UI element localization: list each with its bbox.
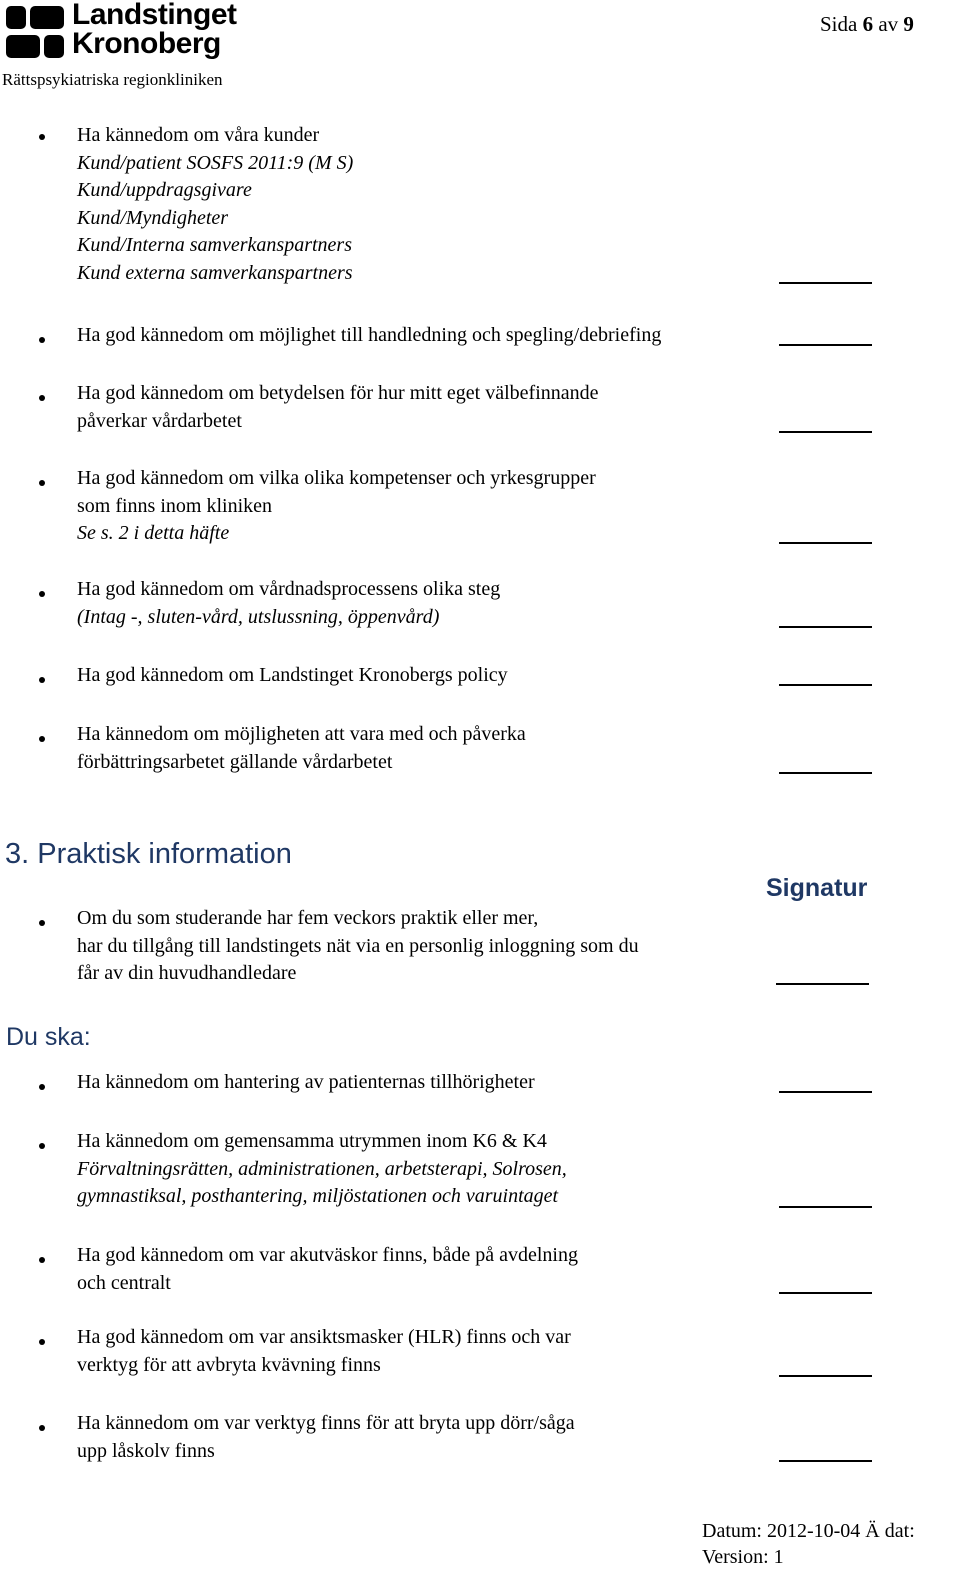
- bullet-icon: [39, 736, 45, 742]
- item-text: och centralt: [77, 1271, 171, 1294]
- page-number: [820, 12, 914, 37]
- bullet-icon: [39, 1257, 45, 1263]
- bullet-icon: [39, 1425, 45, 1431]
- signature-line: [779, 772, 872, 774]
- signature-line: [779, 626, 872, 628]
- item-text: Om du som studerande har fem veckors praktik eller mer,: [77, 907, 539, 929]
- item-detail: Förvaltningsrätten, administrationen, arbetsterapi, Solrosen,: [77, 1157, 567, 1180]
- item-text: Ha kännedom om var verktyg finns för att bryta upp dörr/såga: [77, 1412, 575, 1434]
- bullet-icon: [39, 480, 45, 486]
- item-text: Ha god kännedom om var ansiktsmasker (HLR) finns och var: [77, 1326, 571, 1348]
- item-text: Ha god kännedom om vårdnadsprocessens olika steg: [77, 578, 501, 600]
- list-item: [77, 1128, 567, 1211]
- item-detail: Kund externa samverkanspartners: [77, 261, 353, 284]
- bullet-icon: [39, 337, 45, 343]
- item-text: upp låskolv finns: [77, 1439, 215, 1462]
- bullet-icon: [39, 395, 45, 401]
- bullet-icon: [39, 920, 45, 926]
- clinic-name: Rättspsykiatriska regionkliniken: [2, 70, 223, 89]
- signature-line: [779, 1460, 872, 1462]
- list-item: [77, 662, 508, 690]
- item-text: har du tillgång till landstingets nät via en personlig inloggning som du: [77, 934, 639, 957]
- item-detail: Se s. 2 i detta häfte: [77, 522, 230, 544]
- signature-line: [779, 431, 872, 433]
- page-prefix: Sida: [820, 12, 858, 36]
- bullet-icon: [39, 677, 45, 683]
- item-text: Ha kännedom om våra kunder: [77, 124, 320, 146]
- signature-column-label: Signatur: [766, 874, 868, 902]
- signature-line: [779, 1206, 872, 1208]
- subheading: Du ska:: [6, 1023, 91, 1051]
- page-total: 9: [903, 12, 914, 36]
- logo-line1: Landstinget: [72, 0, 237, 31]
- section-heading: 3. Praktisk information: [5, 838, 292, 870]
- item-text: Ha god kännedom om var akutväskor finns, både på avdelning: [77, 1244, 578, 1266]
- signature-line: [779, 282, 872, 284]
- list-item: [77, 905, 639, 988]
- landstinget-kronoberg-logo: [6, 0, 256, 64]
- item-text: verktyg för att avbryta kvävning finns: [77, 1353, 381, 1376]
- list-item: [77, 1324, 571, 1379]
- bullet-icon: [39, 1143, 45, 1149]
- list-item: [77, 1242, 578, 1297]
- signature-line: [779, 542, 872, 544]
- bullet-icon: [39, 1084, 45, 1090]
- item-text: Ha kännedom om möjligheten att vara med och påverka: [77, 723, 526, 745]
- signature-line: [779, 344, 872, 346]
- list-item: [77, 122, 353, 287]
- item-detail: Kund/Myndigheter: [77, 206, 229, 229]
- footer-date: Datum: 2012-10-04 Ä dat:: [702, 1520, 915, 1542]
- footer-version: Version: 1: [702, 1546, 784, 1568]
- item-text: får av din huvudhandledare: [77, 962, 297, 984]
- bullet-icon: [39, 1339, 45, 1345]
- logo-wordmark: [72, 0, 237, 58]
- bullet-icon: [39, 134, 45, 140]
- logo-line2: Kronoberg: [72, 27, 221, 60]
- item-text: påverkar vårdarbetet: [77, 409, 242, 432]
- item-text: som finns inom kliniken: [77, 494, 272, 517]
- bullet-icon: [39, 591, 45, 597]
- page-current: 6: [862, 12, 874, 36]
- item-text: Ha god kännedom om Landstinget Kronobergs policy: [77, 664, 508, 686]
- list-item: [77, 1410, 575, 1465]
- item-text: förbättringsarbetet gällande vårdarbetet: [77, 750, 393, 773]
- signature-line: [779, 1091, 872, 1093]
- item-detail: Kund/patient SOSFS 2011:9 (M S): [77, 151, 354, 174]
- signature-line: [779, 684, 872, 686]
- list-item: [77, 380, 599, 435]
- signature-line: [779, 1292, 872, 1294]
- item-detail: Kund/uppdragsgivare: [77, 179, 252, 201]
- item-text: Ha god kännedom om betydelsen för hur mitt eget välbefinnande: [77, 382, 599, 404]
- item-text: Ha kännedom om hantering av patienternas tillhörigheter: [77, 1071, 535, 1093]
- item-text: Ha god kännedom om möjlighet till handledning och spegling/debriefing: [77, 324, 662, 346]
- item-text: Ha god kännedom om vilka olika kompetenser och yrkesgrupper: [77, 467, 596, 489]
- list-item: [77, 465, 596, 548]
- footer: [702, 1518, 915, 1570]
- item-detail: (Intag -, sluten-vård, utslussning, öppenvård): [77, 605, 440, 628]
- list-item: [77, 721, 526, 776]
- list-item: [77, 1069, 535, 1097]
- page-sep: av: [878, 12, 899, 36]
- signature-line: [776, 983, 869, 985]
- item-detail: Kund/Interna samverkanspartners: [77, 234, 352, 256]
- item-text: Ha kännedom om gemensamma utrymmen inom K6 & K4: [77, 1130, 547, 1152]
- item-detail: gymnastiksal, posthantering, miljöstationen och varuintaget: [77, 1185, 559, 1207]
- logo-mark-icon: [6, 4, 66, 62]
- signature-line: [779, 1375, 872, 1377]
- list-item: [77, 576, 500, 631]
- list-item: [77, 322, 661, 350]
